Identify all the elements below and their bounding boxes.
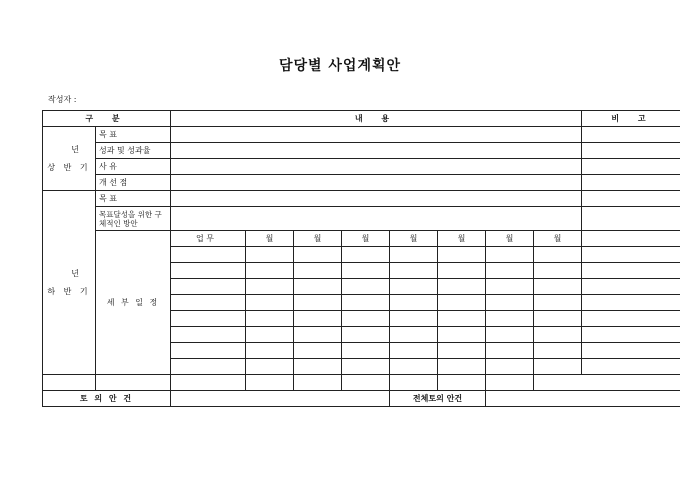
schedule-cell[interactable]: [438, 295, 486, 311]
schedule-cell[interactable]: [171, 343, 246, 359]
row-label-reason: 사 유: [96, 159, 171, 175]
schedule-cell[interactable]: [342, 343, 390, 359]
schedule-cell[interactable]: [390, 359, 438, 375]
schedule-cell[interactable]: [246, 359, 294, 375]
note-cell[interactable]: [582, 231, 680, 247]
content-cell[interactable]: [171, 127, 582, 143]
note-cell[interactable]: [582, 127, 680, 143]
schedule-cell[interactable]: [486, 279, 534, 295]
table-row: [43, 175, 680, 191]
schedule-cell[interactable]: [534, 327, 582, 343]
discussion-cell[interactable]: [171, 391, 390, 407]
schedule-cell[interactable]: [171, 247, 246, 263]
schedule-task-header: 업 무: [171, 231, 246, 247]
page-title: 담당별 사업계획안: [278, 58, 402, 74]
schedule-cell[interactable]: [342, 311, 390, 327]
schedule-cell[interactable]: [342, 263, 390, 279]
schedule-cell[interactable]: [534, 359, 582, 375]
schedule-cell[interactable]: [534, 295, 582, 311]
month-header: 월: [390, 231, 438, 247]
schedule-cell[interactable]: [486, 263, 534, 279]
schedule-cell[interactable]: [43, 375, 96, 391]
schedule-cell[interactable]: [342, 359, 390, 375]
schedule-cell[interactable]: [438, 311, 486, 327]
month-header: 월: [294, 231, 342, 247]
note-cell[interactable]: [582, 327, 680, 343]
row-label-improvement: 개 선 점: [96, 175, 171, 191]
schedule-cell[interactable]: [294, 247, 342, 263]
schedule-cell[interactable]: [246, 311, 294, 327]
schedule-cell[interactable]: [294, 311, 342, 327]
schedule-cell[interactable]: [438, 375, 486, 391]
table-row: [43, 143, 680, 159]
footer-all-discussion-label: 전체토의 안건: [390, 391, 486, 407]
schedule-cell[interactable]: [534, 279, 582, 295]
schedule-cell[interactable]: [486, 327, 534, 343]
schedule-cell[interactable]: [246, 247, 294, 263]
schedule-cell[interactable]: [171, 359, 246, 375]
note-cell[interactable]: [582, 295, 680, 311]
content-cell[interactable]: [171, 159, 582, 175]
note-cell[interactable]: [582, 311, 680, 327]
header-row: [43, 111, 680, 127]
schedule-cell[interactable]: [171, 327, 246, 343]
author-label: 작성자 :: [48, 95, 77, 104]
footer-discussion-label: 토 의 안 건: [43, 391, 171, 407]
schedule-cell[interactable]: [342, 247, 390, 263]
schedule-cell[interactable]: [171, 311, 246, 327]
schedule-cell[interactable]: [294, 263, 342, 279]
schedule-cell[interactable]: [486, 343, 534, 359]
schedule-cell[interactable]: [534, 247, 582, 263]
schedule-cell[interactable]: [342, 375, 390, 391]
schedule-cell[interactable]: [246, 263, 294, 279]
content-cell[interactable]: [171, 175, 582, 191]
row-label-goal: 목 표: [96, 127, 171, 143]
note-cell[interactable]: [582, 279, 680, 295]
header-content: 내 용: [171, 111, 582, 127]
schedule-cell[interactable]: [246, 343, 294, 359]
schedule-cell[interactable]: [534, 311, 582, 327]
schedule-cell[interactable]: [342, 327, 390, 343]
schedule-cell[interactable]: [171, 263, 246, 279]
schedule-cell[interactable]: [246, 295, 294, 311]
second-half-label: 하 반 기: [47, 286, 91, 296]
note-cell[interactable]: [486, 375, 534, 391]
schedule-cell[interactable]: [171, 295, 246, 311]
schedule-cell[interactable]: [534, 343, 582, 359]
content-cell[interactable]: [171, 143, 582, 159]
schedule-cell[interactable]: [438, 247, 486, 263]
month-header: 월: [246, 231, 294, 247]
schedule-cell[interactable]: [342, 279, 390, 295]
schedule-cell[interactable]: [390, 343, 438, 359]
header-category: 구 분: [43, 111, 171, 127]
schedule-cell[interactable]: [246, 375, 294, 391]
first-half-label: 상 반 기: [47, 162, 91, 172]
schedule-cell[interactable]: [171, 375, 246, 391]
note-cell[interactable]: [582, 191, 680, 207]
schedule-cell[interactable]: [438, 327, 486, 343]
content-cell[interactable]: [171, 207, 582, 231]
schedule-cell[interactable]: [294, 295, 342, 311]
schedule-cell[interactable]: [390, 295, 438, 311]
note-cell[interactable]: [582, 359, 680, 375]
row-label-plan: 목표달성을 위한 구체적인 방안: [96, 207, 171, 231]
row-label-goal-2: 목 표: [96, 191, 171, 207]
first-half-cell: [43, 127, 96, 191]
schedule-cell[interactable]: [486, 311, 534, 327]
schedule-cell[interactable]: [171, 279, 246, 295]
second-half-cell: [43, 191, 96, 375]
schedule-cell[interactable]: [390, 311, 438, 327]
schedule-cell[interactable]: [294, 343, 342, 359]
schedule-cell[interactable]: [390, 263, 438, 279]
schedule-cell[interactable]: [438, 263, 486, 279]
month-header: 월: [534, 231, 582, 247]
schedule-cell[interactable]: [486, 247, 534, 263]
note-cell[interactable]: [582, 263, 680, 279]
schedule-cell[interactable]: [246, 279, 294, 295]
note-cell[interactable]: [582, 159, 680, 175]
all-discussion-cell[interactable]: [486, 391, 680, 407]
schedule-cell[interactable]: [96, 375, 171, 391]
schedule-cell[interactable]: [294, 359, 342, 375]
schedule-cell[interactable]: [390, 327, 438, 343]
schedule-cell[interactable]: [390, 375, 438, 391]
schedule-cell[interactable]: [438, 343, 486, 359]
header-note: 비 고: [582, 111, 680, 127]
table-row: [43, 207, 680, 231]
table-row: [43, 191, 680, 207]
content-cell[interactable]: [171, 191, 582, 207]
schedule-cell[interactable]: [294, 375, 342, 391]
note-cell[interactable]: [582, 143, 680, 159]
schedule-cell[interactable]: [294, 279, 342, 295]
month-header: 월: [438, 231, 486, 247]
schedule-cell[interactable]: [486, 359, 534, 375]
note-cell[interactable]: [582, 343, 680, 359]
schedule-header-row: [43, 231, 680, 247]
month-header: 월: [486, 231, 534, 247]
row-label-performance: 성과 및 성과율: [96, 143, 171, 159]
plan-form-table: [42, 110, 680, 407]
row-label-schedule: 세 부 일 정: [96, 231, 171, 375]
table-row: [43, 127, 680, 143]
schedule-row: [43, 375, 680, 391]
note-cell[interactable]: [582, 175, 680, 191]
note-cell[interactable]: [582, 247, 680, 263]
schedule-cell[interactable]: [534, 263, 582, 279]
schedule-cell[interactable]: [438, 279, 486, 295]
note-cell[interactable]: [582, 207, 680, 231]
schedule-cell[interactable]: [390, 247, 438, 263]
table-row: [43, 159, 680, 175]
footer-row: [43, 391, 680, 407]
schedule-cell[interactable]: [390, 279, 438, 295]
schedule-cell[interactable]: [486, 295, 534, 311]
schedule-cell[interactable]: [342, 295, 390, 311]
schedule-cell[interactable]: [294, 327, 342, 343]
second-half-year: 년: [71, 268, 82, 278]
first-half-year: 년: [71, 144, 82, 154]
month-header: 월: [342, 231, 390, 247]
schedule-cell[interactable]: [438, 359, 486, 375]
schedule-cell[interactable]: [246, 327, 294, 343]
